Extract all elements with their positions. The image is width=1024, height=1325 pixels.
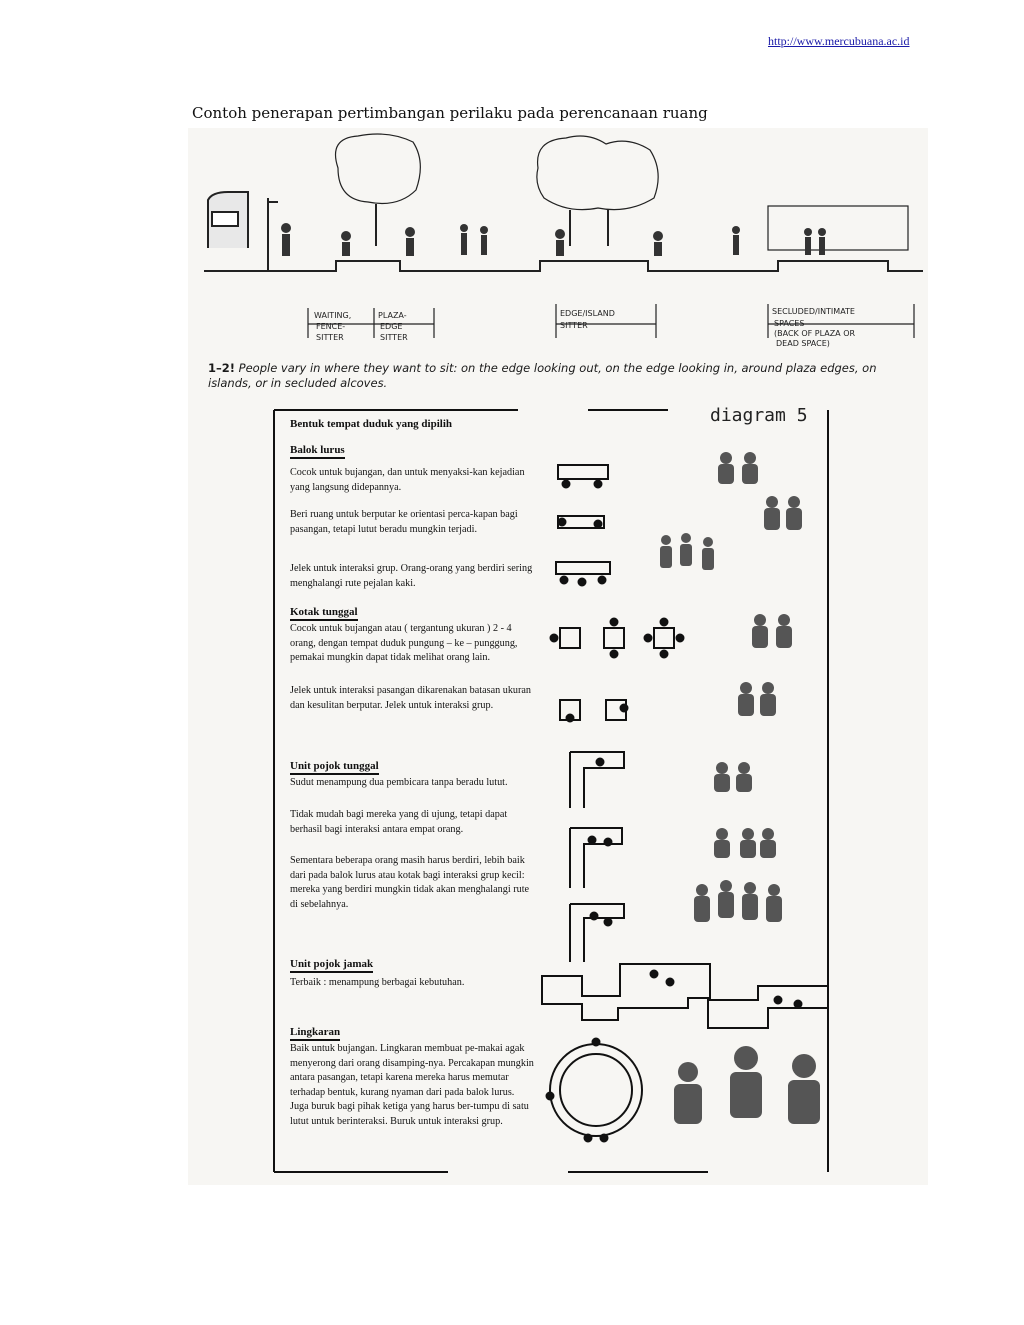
label-waiting: WAITING, xyxy=(314,311,352,320)
pojok-tunggal-para-3: Sementara beberapa orang masih harus berdiri, lebih baik dari pada balok lurus atau kotak bagi interaksi grup kecil: mereka yang berdiri mungkin tidak akan menghalangi rute di sebelahnya. xyxy=(290,855,530,910)
label-edge: EDGE xyxy=(380,322,403,331)
scanned-figure xyxy=(188,128,928,1185)
header-url-link[interactable]: http://www.mercubuana.ac.id xyxy=(768,34,910,48)
zone-labels xyxy=(314,307,855,348)
label-plaza: PLAZA- xyxy=(378,311,407,320)
figure-caption xyxy=(208,361,914,391)
section-title-kotak-tunggal: Kotak tunggal xyxy=(290,606,358,621)
seating-icons xyxy=(542,465,828,1142)
label-dead-space: DEAD SPACE) xyxy=(776,339,830,348)
diagram-label: diagram 5 xyxy=(710,405,808,426)
diagram-heading: Bentuk tempat duduk yang dipilih xyxy=(290,418,453,430)
pojok-tunggal-para-1: Sudut menampung dua pembicara tanpa beradu lutut. xyxy=(290,777,508,788)
kotak-para-1: Cocok untuk bujangan atau ( tergantung ukuran ) 2 - 4 orang, dengan tempat duduk pungung – ke – punggung, pemakai mungkin dapat tidak melihat orang lain. xyxy=(290,623,518,663)
figure-caption-label: 1–2! xyxy=(208,361,235,375)
balok-para-2: Beri ruang untuk berputar ke orientasi perca-kapan bagi pasangan, tetapi lutut beradu mungkin terjadi. xyxy=(290,509,518,535)
section-title-unit-pojok-jamak: Unit pojok jamak xyxy=(290,958,373,973)
balok-para-1: Cocok untuk bujangan, dan untuk menyaksi-kan kejadian yang langsung didepannya. xyxy=(290,467,525,493)
people-figures xyxy=(281,223,826,256)
label-spaces: SPACES xyxy=(774,319,805,328)
figure-caption-text: People vary in where they want to sit: on the edge looking out, on the edge looking in, around plaza edges, on islands, or in secluded alcoves. xyxy=(208,361,877,390)
label-sitter-1: SITTER xyxy=(316,333,344,342)
page-title: Contoh penerapan pertimbangan perilaku pada perencanaan ruang xyxy=(192,104,708,122)
label-sitter-3: SITTER xyxy=(560,321,588,330)
kotak-para-2: Jelek untuk interaksi pasangan dikarenakan batasan ukuran dan kesulitan berputar. Jelek untuk interaksi grup. xyxy=(290,685,532,711)
pojok-jamak-para-1: Terbaik : menampung berbagai kebutuhan. xyxy=(290,977,465,988)
pojok-tunggal-para-2: Tidak mudah bagi mereka yang di ujung, tetapi dapat berhasil bagi interaksi antara empat orang. xyxy=(290,809,508,835)
section-title-lingkaran: Lingkaran xyxy=(290,1026,340,1041)
label-secluded: SECLUDED/INTIMATE xyxy=(772,307,855,316)
label-back-of: (BACK OF PLAZA OR xyxy=(774,329,856,338)
balok-para-3: Jelek untuk interaksi grup. Orang-orang yang berdiri sering menghalangi rute pejalan kaki. xyxy=(290,563,533,589)
label-edge-island: EDGE/ISLAND xyxy=(560,309,615,318)
figure-sketches xyxy=(660,452,820,1124)
lingkaran-para-1: Baik untuk bujangan. Lingkaran membuat pe-makai agak menyerong dari orang disamping-nya. Percakapan mungkin antara pasangan, tetapi karena mereka harus memutar terhadap bentuk, kurang nyaman dari pada balok lurus. Juga buruk bagi pihak ketiga yang harus ber-tumpu di satu lutut untuk berinteraksi. Buruk untuk interaksi grup. xyxy=(290,1043,534,1127)
label-sitter-2: SITTER xyxy=(380,333,408,342)
section-title-balok-lurus: Balok lurus xyxy=(290,444,345,459)
label-fence: FENCE- xyxy=(316,322,346,331)
section-title-unit-pojok-tunggal: Unit pojok tunggal xyxy=(290,760,379,775)
